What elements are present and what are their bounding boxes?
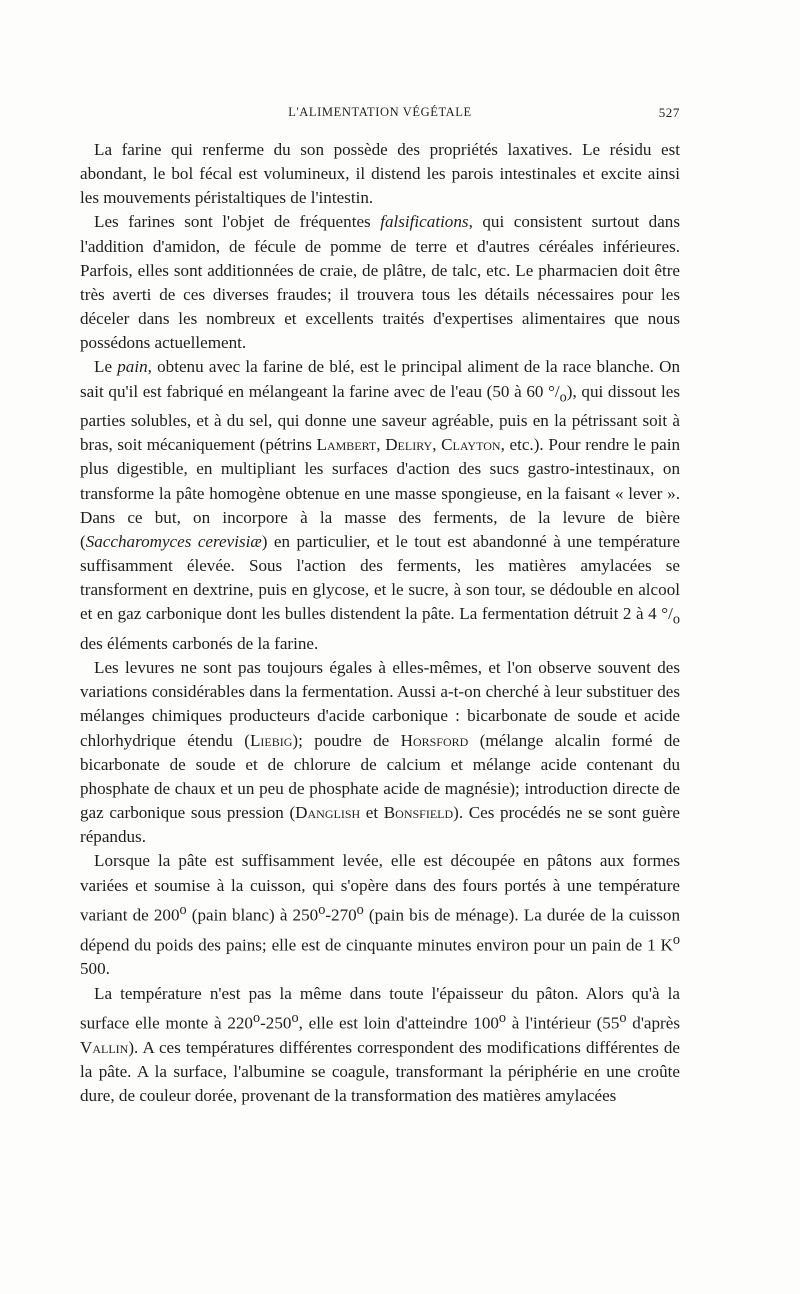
emphasis-falsifications: falsifications [380,212,469,232]
name-lambert: Lambert [316,435,377,455]
emphasis-pain: pain [117,357,148,377]
paragraph-temperature: La température n'est pas la même dans toute l'épaisseur du pâton. Alors qu'à la surface elle monte à 220$^o$-250$^o$, elle est loin d'atteindre 100$^o$ à l'intérieur (55$^o$ d'après Vallin). A ces températures différentes correspondent des modifications différentes de la pâte. A la surface, l'albumine se coagule, transformant la périphérie en une croûte dure, de couleur dorée, provenant de la transformation des matières amylacées [80,983,680,1105]
paragraph-flour-falsifications: Les farines sont l'objet de fréquentes falsifications, qui consistent surtout dans l'addition d'amidon, de fécule de pomme de terre et d'autres céréales inférieures. Parfois, elles sont additionnées de craie, de plâtre, de talc, etc. Le pharmacien doit être très averti de ces diverses fraudes; il trouvera tous les détails nécessaires pour les déceler dans les nombreux et excellents traités d'expertises alimentaires que nous possédons actuellement. [80,212,680,353]
paragraph-yeasts: Les levures ne sont pas toujours égales à elles-mêmes, et l'on observe souvent des variations considérables dans la fermentation. Aussi a-t-on cherché à leur substituer des mélanges chimiques producteurs d'acide carbonique : bicarbonate de soude et acide chlorhydrique étendu (Liebig); poudre de Horsford (mélange alcalin formé de bicarbonate de soude et de chlorure de calcium et mélange acide contenant du phosphate de chaux et un peu de phosphate acide de magnésie); introduction directe de gaz carbonique sous pression (Danglish et Bonsfield). Ces procédés ne se sont guère répandus. [80,658,680,847]
paragraph-bread: Le pain, obtenu avec la farine de blé, est le principal aliment de la race blanche. On sait qu'il est fabriqué en mélangeant la farine avec de l'eau (50 à 60 $^\circ/_o$), qui dissout les parties solubles, et à du sel, qui donne une saveur agréable, puis en la pétrissant soit à bras, soit mécaniquement (pétrins Lambert, Deliry, Clayton, etc.). Pour rendre le pain plus digestible, en multipliant les surfaces d'action des sucs gastro-intestinaux, on transforme la pâte homogène obtenue en une masse spongieuse, en la faisant « lever ». Dans ce but, on incorpore à la masse des ferments, de la levure de bière (Saccharomyces cerevisiæ) en particulier, et le tout est abandonné à une température suffisamment élevée. Sous l'action des ferments, les matières amylacées se transforment en dextrine, puis en glycose, et le sucre, à son tour, se dédouble en alcool et en gaz carbonique dont les bulles distendent la pâte. La fermentation détruit 2 à 4 $^\circ/_o$ des éléments carbonés de la farine. [80,357,681,653]
running-title: L'ALIMENTATION VÉGÉTALE [288,105,472,119]
name-danglish: Danglish [295,803,361,823]
name-deliry: Deliry [385,435,433,455]
species-saccharomyces: Saccharomyces cerevisiæ [85,531,262,551]
name-liebig: Liebig [249,730,293,750]
body-text [80,138,680,1108]
name-horsford: Horsford [400,730,469,750]
name-bonsfield: Bonsfield [383,803,454,823]
name-vallin: Vallin [80,1037,129,1057]
paragraph-laxative-flour: La farine qui renferme du son possède des propriétés laxatives. Le résidu est abondant, le bol fécal est volumineux, il distend les parois intestinales et excite ainsi les mouvements péristaltiques de l'intestin. [80,140,680,208]
name-clayton: Clayton [441,435,501,455]
page-number: 527 [658,105,680,120]
running-head [80,103,680,123]
paragraph-baking: Lorsque la pâte est suffisamment levée, elle est découpée en pâtons aux formes variées et soumise à la cuisson, qui s'opère dans des fours portés à une température variant de 200$^o$ (pain blanc) à 250$^o$-270$^o$ (pain bis de ménage). La durée de la cuisson dépend du poids des pains; elle est de cinquante minutes environ pour un pain de 1 $K^o$ 500. [80,851,681,979]
